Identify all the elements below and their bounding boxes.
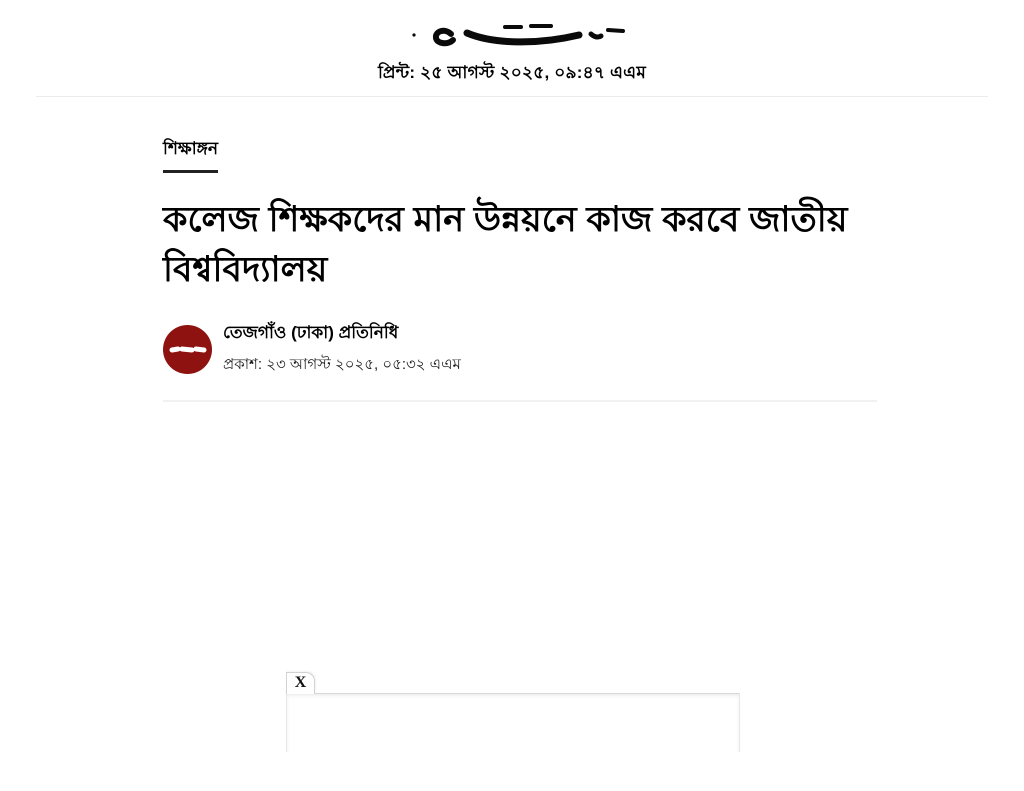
- author-byline: [163, 320, 877, 378]
- article-container: [163, 136, 877, 378]
- masthead-logo-strokes: [405, 0, 630, 48]
- article-divider: [163, 400, 877, 402]
- author-name: তেজগাঁও (ঢাকা) প্রতিনিধি: [223, 323, 399, 343]
- header-divider: [36, 96, 988, 97]
- newspaper-masthead-logo-icon: [405, 0, 630, 48]
- ad-close-button[interactable]: X: [286, 672, 315, 694]
- avatar-logo-mark-icon: [163, 325, 212, 374]
- publish-timestamp: প্রকাশ: ২৩ আগস্ট ২০২৫, ০৫:৩২ এএম: [223, 356, 461, 374]
- publisher-avatar-icon: [163, 325, 212, 374]
- ad-banner-placeholder: [286, 693, 740, 752]
- print-timestamp: প্রিন্ট: ২৫ আগস্ট ২০২৫, ০৯:৪৭ এএম: [378, 63, 646, 82]
- author-meta: [223, 320, 461, 378]
- category-link[interactable]: শিক্ষাঙ্গন: [163, 136, 218, 173]
- article-headline: কলেজ শিক্ষকদের মান উন্নয়নে কাজ করবে জাতীয় বিশ্ববিদ্যালয়: [163, 200, 848, 289]
